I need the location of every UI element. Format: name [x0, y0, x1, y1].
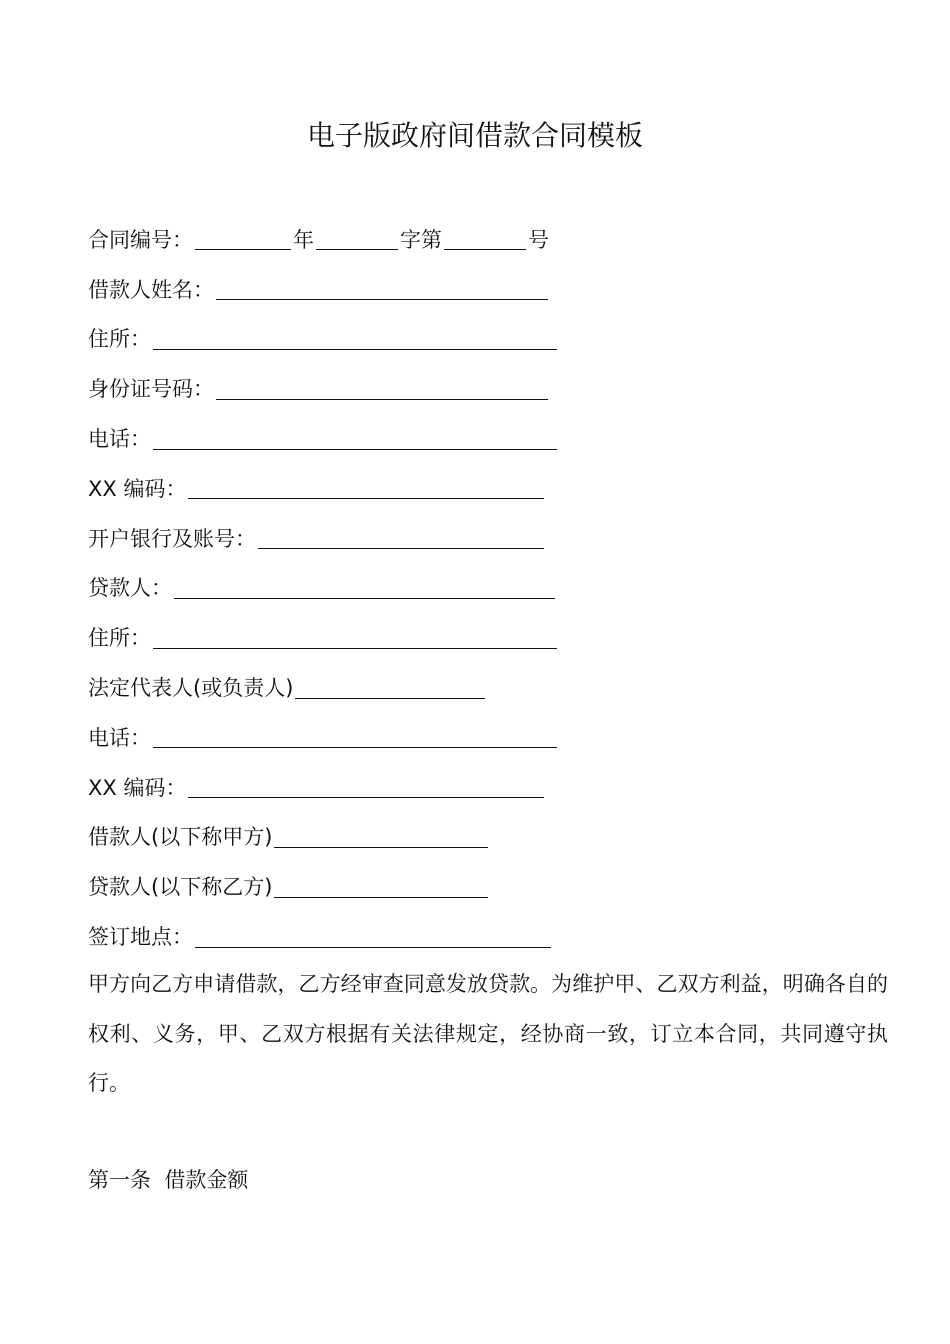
party-b-blank[interactable] [274, 875, 488, 898]
signing-place-row [88, 911, 888, 961]
intro-paragraph: 甲方向乙方申请借款，乙方经审查同意发放贷款。为维护甲、乙双方利益，明确各自的权利、义务，甲、乙双方根据有关法律规定，经协商一致，订立本合同，共同遵守执行。 [88, 972, 888, 1095]
lender-label: 贷款人： [88, 576, 172, 601]
party-b-row [88, 861, 888, 911]
bank-account-blank[interactable] [258, 526, 544, 549]
lender-address-label: 住所： [88, 626, 151, 651]
borrower-code-blank[interactable] [188, 476, 544, 499]
contract-number-label: 合同编号： [88, 227, 193, 252]
contract-number-row [88, 214, 888, 264]
contract-number-blank[interactable] [444, 227, 526, 250]
borrower-code-row [88, 463, 888, 513]
contract-year-blank[interactable] [195, 227, 291, 250]
contract-year-char: 年 [293, 227, 314, 252]
signing-place-label: 签订地点： [88, 925, 193, 950]
lender-code-label: XX 编码： [88, 775, 187, 800]
party-b-label: 贷款人(以下称乙方) [88, 875, 273, 900]
borrower-address-label: 住所： [88, 327, 151, 352]
contract-zi-blank[interactable] [316, 227, 398, 250]
bank-account-label: 开户银行及账号： [88, 526, 256, 551]
borrower-address-row [88, 314, 888, 364]
borrower-name-blank[interactable] [216, 277, 548, 300]
borrower-phone-row [88, 413, 888, 463]
lender-address-row [88, 612, 888, 662]
party-a-row [88, 812, 888, 862]
party-a-label: 借款人(以下称甲方) [88, 825, 273, 850]
section-1-heading: 第一条 借款金额 [88, 1168, 249, 1192]
lender-phone-row [88, 712, 888, 762]
borrower-phone-label: 电话： [88, 427, 151, 452]
contract-fields [88, 214, 888, 961]
legal-rep-row [88, 662, 888, 712]
borrower-phone-blank[interactable] [153, 427, 557, 450]
bank-account-row [88, 513, 888, 563]
lender-code-blank[interactable] [188, 775, 544, 798]
signing-place-blank[interactable] [195, 925, 551, 948]
party-a-blank[interactable] [274, 825, 488, 848]
contract-hao-char: 号 [528, 227, 549, 252]
legal-rep-label: 法定代表人(或负责人) [88, 676, 294, 701]
document-title: 电子版政府间借款合同模板 [306, 119, 643, 152]
lender-address-blank[interactable] [153, 626, 557, 649]
lender-phone-blank[interactable] [153, 725, 557, 748]
lender-row [88, 563, 888, 613]
lender-code-row [88, 762, 888, 812]
lender-blank[interactable] [174, 576, 555, 599]
borrower-id-label: 身份证号码： [88, 377, 214, 402]
lender-phone-label: 电话： [88, 725, 151, 750]
borrower-id-row [88, 363, 888, 413]
borrower-name-label: 借款人姓名： [88, 277, 214, 302]
borrower-address-blank[interactable] [153, 327, 557, 350]
borrower-code-label: XX 编码： [88, 476, 187, 501]
contract-zi-char: 字第 [400, 227, 442, 252]
legal-rep-blank[interactable] [295, 676, 485, 699]
borrower-name-row [88, 264, 888, 314]
borrower-id-blank[interactable] [216, 377, 548, 400]
